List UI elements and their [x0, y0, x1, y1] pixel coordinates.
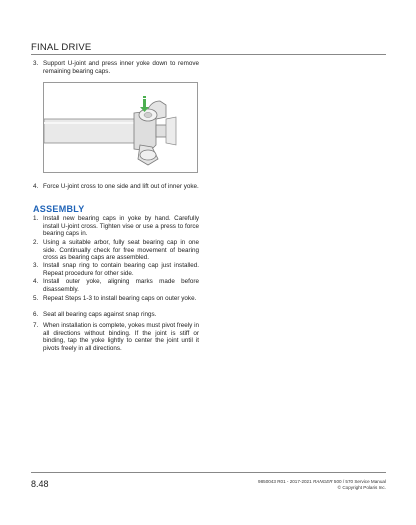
- step-number: 7.: [33, 322, 39, 329]
- step-number: 3.: [33, 262, 39, 269]
- step-text: Install snap ring to contain bearing cap just installed. Repeat procedure for other side.: [43, 262, 199, 277]
- u-joint-figure: [43, 82, 198, 173]
- doc-model: RANGER: [312, 479, 333, 484]
- step-number: 1.: [33, 215, 39, 222]
- step-text: Using a suitable arbor, fully seat bearing cap in one side. Continually check for free movement of bearing cross as bearing caps are assembled.: [43, 239, 199, 262]
- header-divider: [31, 54, 386, 55]
- step-text: Repeat Steps 1-3 to install bearing caps on outer yoke.: [43, 295, 197, 302]
- u-joint-press-illustration: [44, 83, 198, 173]
- page-number: 8.48: [31, 479, 49, 489]
- doc-prefix: 9850043 R01 - 2017-2021: [258, 479, 312, 484]
- step-number: 3.: [33, 60, 39, 67]
- step-number: 4.: [33, 183, 39, 190]
- doc-reference: [258, 479, 386, 484]
- step-number: 4.: [33, 278, 39, 285]
- step-number: 6.: [33, 311, 39, 318]
- copyright: © Copyright Polaris Inc.: [337, 485, 386, 490]
- assembly-heading: ASSEMBLY: [33, 204, 85, 214]
- footer-divider: [31, 472, 386, 473]
- step-text: Install new bearing caps in yoke by hand. Carefully install U-joint cross. Tighten vise or use a press to force bearing caps in.: [43, 215, 199, 238]
- step-text: Install outer yoke, aligning marks made before disassembly.: [43, 278, 199, 293]
- step-text: Force U-joint cross to one side and lift out of inner yoke.: [43, 183, 199, 190]
- section-title: FINAL DRIVE: [31, 42, 92, 53]
- step-text: When installation is complete, yokes must pivot freely in all directions without binding. If the joint is stiff or binding, tap the yoke lightly to center the joint until it pivots freely in all directions.: [43, 322, 199, 352]
- step-number: 2.: [33, 239, 39, 246]
- doc-suffix: 500 / 570 Service Manual: [333, 479, 386, 484]
- step-text: Seat all bearing caps against snap rings.: [43, 311, 157, 318]
- step-number: 5.: [33, 295, 39, 302]
- step-text: Support U-joint and press inner yoke down to remove remaining bearing caps.: [43, 60, 199, 75]
